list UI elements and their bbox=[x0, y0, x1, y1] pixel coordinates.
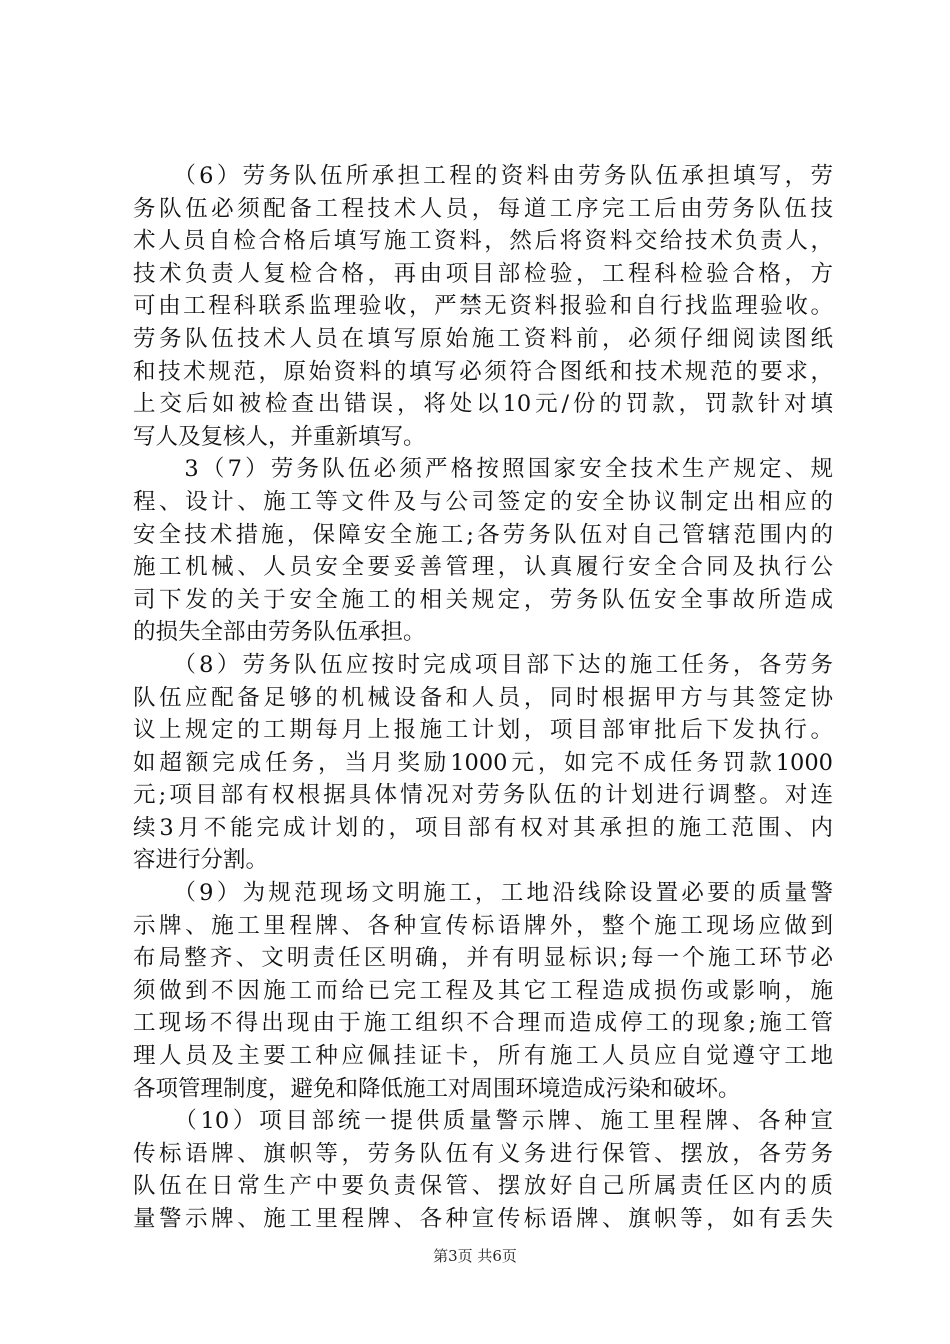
text-line: 须做到不因施工而给已完工程及其它工程造成损伤或影响，施 bbox=[133, 977, 833, 1004]
text-line: 各项管理制度，避免和降低施工对周围环境造成污染和破坏。 bbox=[133, 1075, 741, 1102]
text-line: 上交后如被检查出错误，将处以10元/份的罚款，罚款针对填 bbox=[133, 391, 833, 418]
text-line: 术人员自检合格后填写施工资料，然后将资料交给技术负责人， bbox=[133, 228, 833, 255]
document-body bbox=[133, 160, 833, 1236]
text-line: 传标语牌、旗帜等，劳务队伍有义务进行保管、摆放，各劳务 bbox=[133, 1140, 833, 1167]
text-line: 布局整齐、文明责任区明确，并有明显标识;每一个施工环节必 bbox=[133, 945, 833, 972]
text-line: （10）项目部统一提供质量警示牌、施工里程牌、各种宣 bbox=[133, 1108, 833, 1135]
text-line: 量警示牌、施工里程牌、各种宣传标语牌、旗帜等，如有丢失 bbox=[133, 1206, 833, 1232]
text-line: 3（7）劳务队伍必须严格按照国家安全技术生产规定、规 bbox=[133, 456, 833, 483]
text-line: 续3月不能完成计划的，项目部有权对其承担的施工范围、内 bbox=[133, 814, 833, 841]
text-line: 务队伍必须配备工程技术人员，每道工序完工后由劳务队伍技 bbox=[133, 195, 833, 222]
text-line: 可由工程科联系监理验收，严禁无资料报验和自行找监理验收。 bbox=[133, 293, 833, 320]
text-line: 队伍在日常生产中要负责保管、摆放好自己所属责任区内的质 bbox=[133, 1173, 833, 1200]
text-line: 理人员及主要工种应佩挂证卡，所有施工人员应自觉遵守工地 bbox=[133, 1043, 833, 1070]
text-line: 示牌、施工里程牌、各种宣传标语牌外，整个施工现场应做到 bbox=[133, 912, 833, 939]
text-line: 安全技术措施，保障安全施工;各劳务队伍对自己管辖范围内的 bbox=[133, 521, 833, 548]
text-line: （8）劳务队伍应按时完成项目部下达的施工任务，各劳务 bbox=[133, 651, 833, 678]
text-line: （6）劳务队伍所承担工程的资料由劳务队伍承担填写，劳 bbox=[133, 163, 833, 189]
text-line: 劳务队伍技术人员在填写原始施工资料前，必须仔细阅读图纸 bbox=[133, 325, 833, 352]
text-line: 议上规定的工期每月上报施工计划，项目部审批后下发执行。 bbox=[133, 717, 833, 744]
text-line: 技术负责人复检合格，再由项目部检验，工程科检验合格，方 bbox=[133, 260, 833, 287]
text-line: 元;项目部有权根据具体情况对劳务队伍的计划进行调整。对连 bbox=[133, 782, 833, 809]
text-line: 的损失全部由劳务队伍承担。 bbox=[133, 619, 426, 646]
text-line: （9）为规范现场文明施工，工地沿线除设置必要的质量警 bbox=[133, 880, 833, 907]
text-line: 如超额完成任务，当月奖励1000元，如完不成任务罚款1000 bbox=[133, 749, 833, 776]
text-line: 程、设计、施工等文件及与公司签定的安全协议制定出相应的 bbox=[133, 488, 833, 515]
page-footer: 第3页 共6页 bbox=[433, 1247, 517, 1265]
text-line: 司下发的关于安全施工的相关规定，劳务队伍安全事故所造成 bbox=[133, 586, 833, 613]
text-line: 施工机械、人员安全要妥善管理，认真履行安全合同及执行公 bbox=[133, 554, 833, 581]
text-line: 队伍应配备足够的机械设备和人员，同时根据甲方与其签定协 bbox=[133, 684, 833, 711]
text-line: 和技术规范，原始资料的填写必须符合图纸和技术规范的要求， bbox=[133, 358, 833, 385]
text-line: 工现场不得出现由于施工组织不合理而造成停工的现象;施工管 bbox=[133, 1010, 833, 1037]
text-line: 写人及复核人，并重新填写。 bbox=[133, 423, 426, 450]
text-line: 容进行分割。 bbox=[133, 847, 269, 874]
